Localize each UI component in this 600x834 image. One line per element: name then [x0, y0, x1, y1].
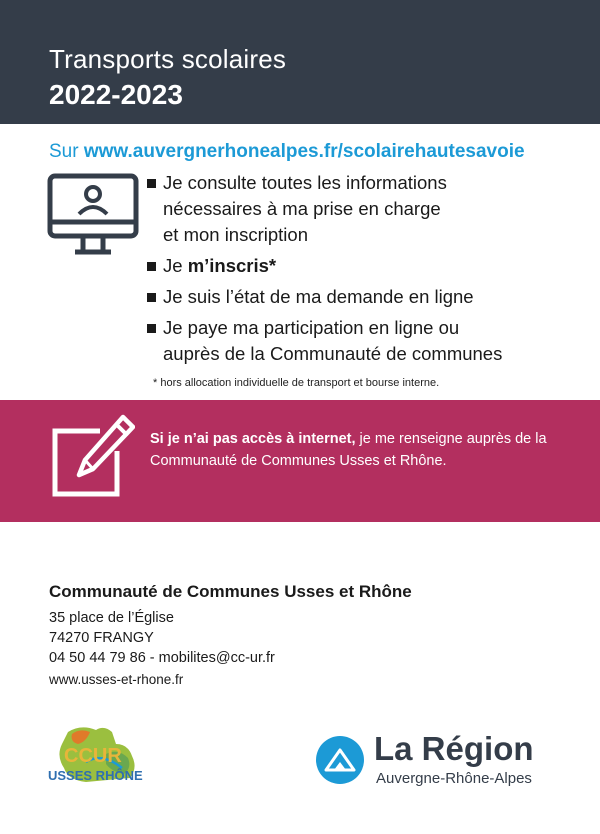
bullet-line: nécessaires à ma prise en charge: [163, 198, 441, 219]
steps-list: [147, 170, 587, 372]
offline-info-band: [0, 400, 600, 522]
website-link[interactable]: www.usses-et-rhone.fr: [49, 672, 184, 687]
region-mountain-icon: [316, 736, 364, 784]
page-title: Transports scolaires: [49, 44, 287, 74]
ccur-logo-graphic: [46, 722, 156, 792]
online-prefix: Sur: [49, 141, 84, 162]
region-circle: [316, 736, 364, 784]
bullet-line: Je suis l’état de ma demande en ligne: [163, 286, 474, 307]
ccur-name: USSES RHÔNE: [48, 768, 143, 783]
region-subtitle: Auvergne-Rhône-Alpes: [376, 770, 532, 787]
list-item: [147, 284, 587, 310]
organization-name: Communauté de Communes Usses et Rhône: [49, 582, 412, 601]
list-item: [147, 253, 587, 279]
region-title: La Région: [374, 730, 534, 767]
bullet-square: [147, 324, 156, 333]
footnote: * hors allocation individuelle de transport et bourse interne.: [153, 377, 440, 389]
region-logo: [316, 730, 566, 800]
computer-user-icon: [47, 172, 139, 264]
phone-email[interactable]: 04 50 44 79 86 - mobilites@cc-ur.fr: [49, 650, 275, 666]
school-year: 2022-2023: [49, 79, 183, 110]
edit-pencil-icon: [45, 409, 135, 499]
list-item: [147, 315, 587, 367]
bullet-square: [147, 179, 156, 188]
city-address: 74270 FRANGY: [49, 630, 154, 646]
offline-info-bold: Si je n’ai pas accès à internet,: [150, 431, 356, 447]
bullet-line: et mon inscription: [163, 224, 308, 245]
offline-info-rest: je me renseigne auprès de la Communauté de Communes Usses et Rhône.: [150, 431, 547, 469]
ccur-logo: [46, 722, 156, 792]
list-item: [147, 170, 587, 248]
header-banner: [0, 0, 600, 124]
bullet-bold: m’inscris*: [187, 255, 277, 276]
online-instruction: [49, 141, 525, 163]
bullet-line: Je consulte toutes les informations: [163, 172, 447, 193]
street-address: 35 place de l’Église: [49, 610, 174, 626]
bullet-line: auprès de la Communauté de communes: [163, 343, 503, 364]
ccur-mark: CCUR: [64, 745, 122, 767]
online-url-link[interactable]: www.auvergnerhonealpes.fr/scolairehautesavoie: [83, 141, 525, 162]
bullet-line: Je paye ma participation en ligne ou: [163, 317, 460, 338]
offline-info-text: [150, 428, 550, 472]
bullet-prefix: Je: [163, 255, 188, 276]
bullet-square: [147, 262, 156, 271]
contact-block: [49, 582, 412, 690]
bullet-square: [147, 293, 156, 302]
